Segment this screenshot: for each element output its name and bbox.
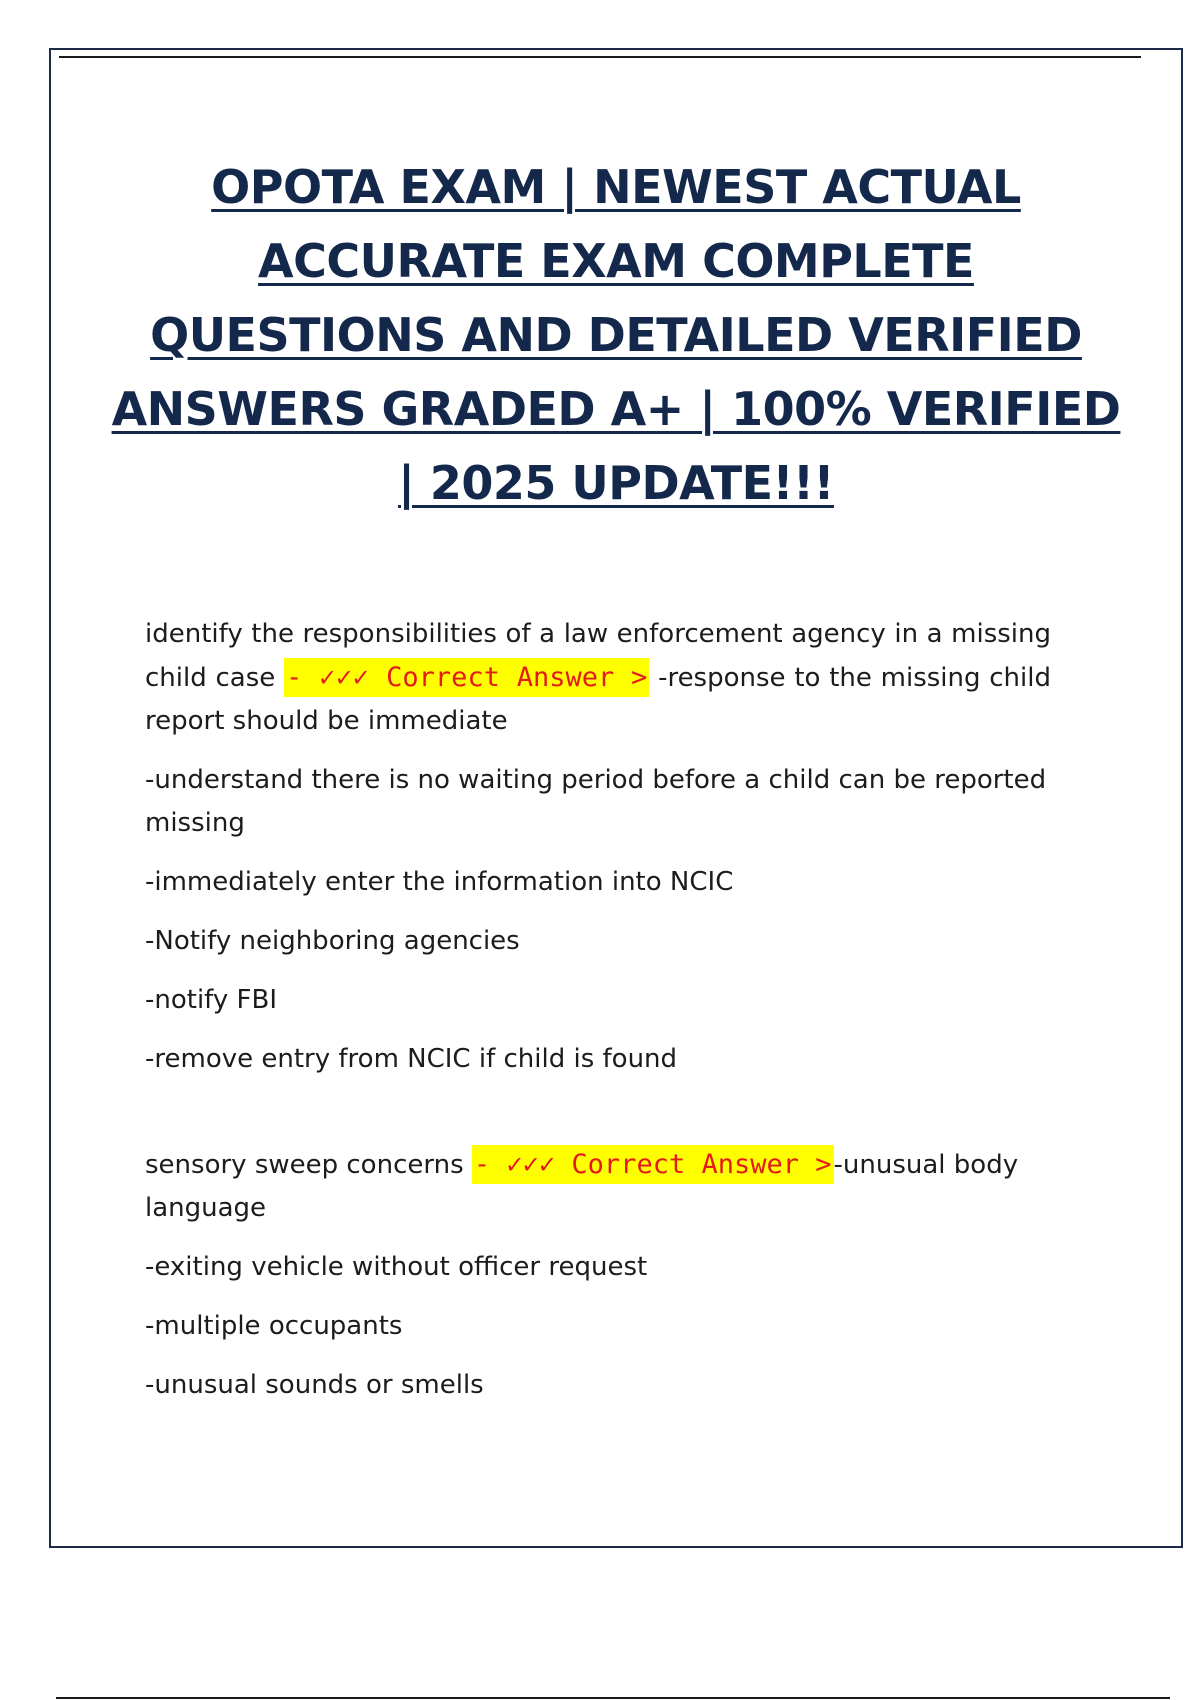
- qa-list: [145, 613, 1051, 1469]
- answer-point: -remove entry from NCIC if child is found: [145, 1044, 678, 1074]
- answer-point: -exiting vehicle without officer request: [145, 1252, 648, 1282]
- answer-point: -understand there is no waiting period before a child can be reported missing: [145, 765, 1047, 838]
- question-text: sensory sweep concerns: [145, 1150, 464, 1180]
- document-title: OPOTA EXAM | NEWEST ACTUAL ACCURATE EXAM COMPLETE QUESTIONS AND DETAILED VERIFIED ANSWERS GRADED A+ | 100% VERIFIED | 2025 UPDATE!!!: [111, 160, 1121, 510]
- question-paragraph: [145, 613, 1051, 743]
- answer-point: -notify FBI: [145, 985, 277, 1015]
- answer-point: -multiple occupants: [145, 1311, 403, 1341]
- correct-answer-marker: - ✓✓✓ Correct Answer >: [472, 1145, 834, 1184]
- bottom-rule: [56, 1697, 1170, 1699]
- answer-first-line: -unusual body language: [145, 1150, 1019, 1223]
- answer-first-line: -response to the missing child report should be immediate: [145, 663, 1051, 736]
- qa-item: [145, 1143, 1051, 1407]
- answer-point: -immediately enter the information into NCIC: [145, 867, 734, 897]
- question-text: identify the responsibilities of a law enforcement agency in a missing child case: [145, 619, 1051, 693]
- top-rule: [59, 56, 1141, 58]
- question-paragraph: [145, 1143, 1051, 1230]
- correct-answer-marker: - ✓✓✓ Correct Answer >: [284, 658, 649, 697]
- qa-item: [145, 613, 1051, 1081]
- page-frame: [49, 48, 1183, 1548]
- answer-point: -unusual sounds or smells: [145, 1370, 484, 1400]
- answer-point: -Notify neighboring agencies: [145, 926, 520, 956]
